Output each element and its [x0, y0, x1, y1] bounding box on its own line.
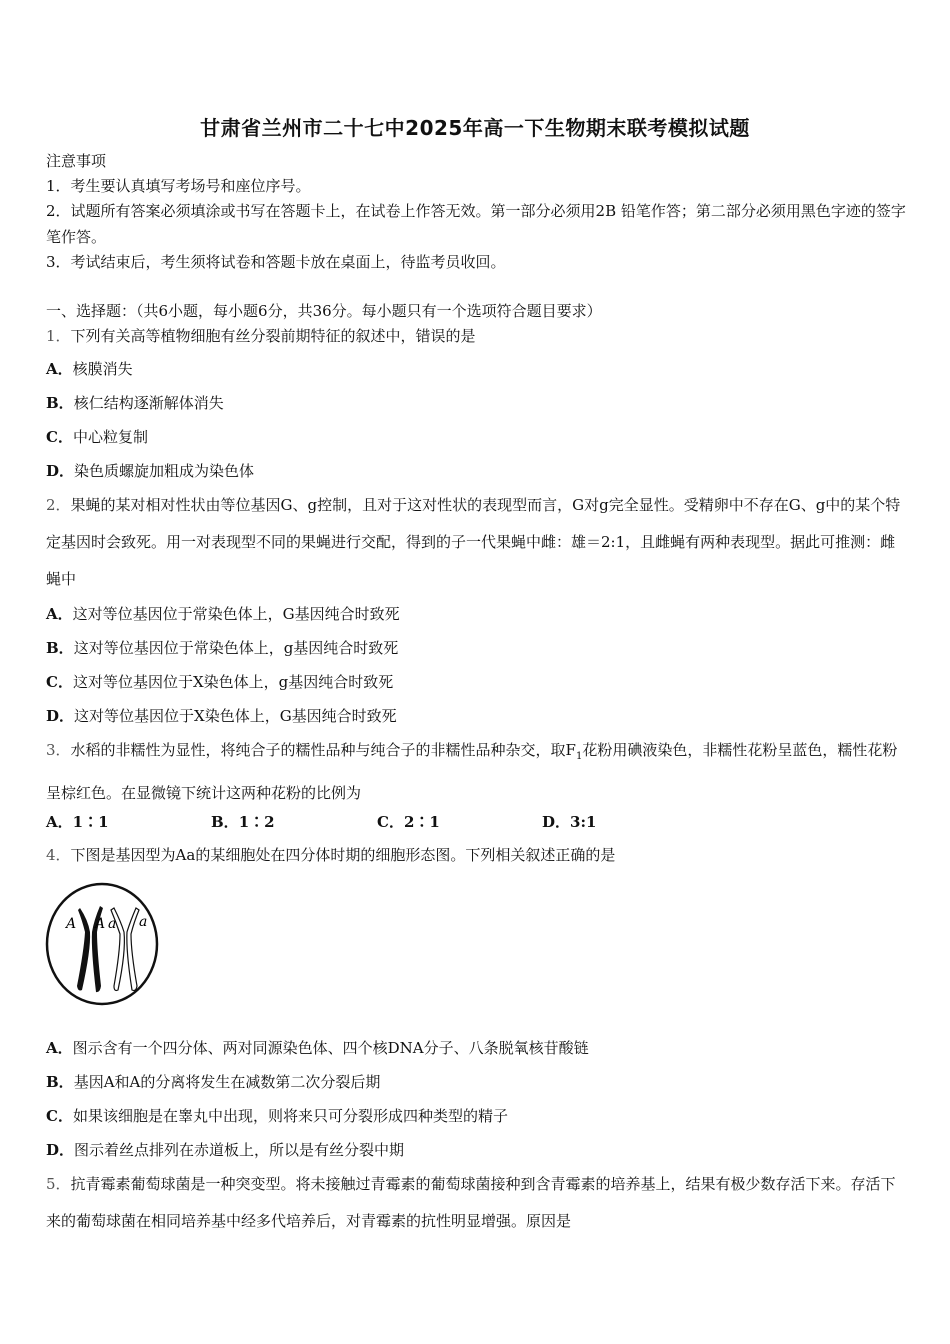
option-text: 1∶1 [72, 813, 109, 831]
option-text: 这对等位基因位于常染色体上，G基因纯合时致死 [72, 605, 400, 623]
option-text: 如果该细胞是在睾丸中出现，则将来只可分裂形成四种类型的精子 [72, 1107, 508, 1125]
option-label: B． [46, 639, 74, 657]
notice-heading: 注意事项 [46, 152, 107, 170]
option-label: A． [46, 360, 73, 378]
question-1-option-a[interactable] [46, 359, 133, 379]
gene-label-A-center: A [95, 916, 106, 932]
question-text-part2: 花粉用碘液染色，非糯性花粉呈蓝色，糯性花粉呈棕红色。在显微镜下统计这两种花粉的比例为 [46, 741, 898, 802]
gene-label-a-center: a [108, 916, 117, 932]
option-text: 1∶2 [238, 813, 275, 831]
question-4-stem [46, 845, 615, 865]
option-label: C． [377, 813, 404, 831]
option-label: D． [46, 1141, 75, 1159]
question-number: 1． [46, 327, 71, 345]
option-label: C． [46, 1107, 73, 1125]
question-2-option-c[interactable] [46, 672, 393, 692]
option-text: 染色质螺旋加粗成为染色体 [74, 462, 255, 480]
question-1-option-c[interactable] [46, 427, 148, 447]
option-label: D． [542, 813, 571, 831]
option-text: 这对等位基因位于X染色体上，g基因纯合时致死 [72, 673, 394, 691]
question-4-option-d[interactable] [46, 1140, 404, 1160]
question-number: 5． [46, 1175, 71, 1193]
option-label: C． [46, 428, 73, 446]
question-2-stem [46, 487, 908, 598]
section-heading: 一、选择题：（共6小题，每小题6分，共36分。每小题只有一个选项符合题目要求） [46, 302, 602, 320]
question-number: 2． [46, 496, 71, 514]
option-label: B． [211, 813, 239, 831]
question-3-option-c[interactable] [377, 811, 440, 832]
question-text-part1: 水稻的非糯性为显性，将纯合子的糯性品种与纯合子的非糯性品种杂交，取F [70, 741, 576, 759]
option-label: B． [46, 1073, 74, 1091]
question-1-option-d[interactable] [46, 461, 254, 481]
option-text: 图示含有一个四分体、两对同源染色体、四个核DNA分子、八条脱氧核苷酸链 [72, 1039, 589, 1057]
option-text: 这对等位基因位于常染色体上，g基因纯合时致死 [73, 639, 399, 657]
question-1-option-b[interactable] [46, 393, 224, 413]
dark-chromatid-1 [77, 908, 90, 991]
option-text: 基因A和A的分离将发生在减数第二次分裂后期 [73, 1073, 381, 1091]
option-text: 中心粒复制 [72, 428, 148, 446]
question-2-option-b[interactable] [46, 638, 398, 658]
question-4-option-a[interactable] [46, 1038, 589, 1058]
question-5-stem [46, 1166, 908, 1240]
question-3-stem [46, 732, 908, 812]
question-text: 下图是基因型为Aa的某细胞处在四分体时期的细胞形态图。下列相关叙述正确的是 [70, 846, 616, 864]
cell-membrane [47, 884, 157, 1004]
subscript: 1 [575, 751, 583, 762]
option-label: D． [46, 707, 75, 725]
option-label: D． [46, 462, 75, 480]
question-2-option-d[interactable] [46, 706, 397, 726]
question-3-option-d[interactable] [542, 811, 596, 832]
option-text: 图示着丝点排列在赤道板上，所以是有丝分裂中期 [74, 1141, 405, 1159]
gene-label-a-right: a [139, 914, 148, 930]
question-4-option-c[interactable] [46, 1106, 508, 1126]
notice-item-2: 2．试题所有答案必须填涂或书写在答题卡上，在试卷上作答无效。第一部分必须用2B 铅笔作答；第二部分必须用黑色字迹的签字笔作答。 [46, 202, 906, 246]
light-chromatid-2 [127, 908, 139, 991]
question-4-option-b[interactable] [46, 1072, 380, 1092]
question-number: 4． [46, 846, 71, 864]
option-text: 核膜消失 [72, 360, 133, 378]
notice-item-3: 3．考试结束后，考生须将试卷和答题卡放在桌面上，待监考员收回。 [46, 253, 506, 271]
option-text: 3:1 [570, 813, 597, 831]
question-2-option-a[interactable] [46, 604, 400, 624]
question-text: 下列有关高等植物细胞有丝分裂前期特征的叙述中，错误的是 [70, 327, 476, 345]
gene-label-A-left: A [66, 916, 77, 932]
option-label: A． [46, 605, 73, 623]
option-label: A． [46, 813, 73, 831]
option-label: A． [46, 1039, 73, 1057]
question-1-stem [46, 326, 476, 346]
page-title: 甘肃省兰州市二十七中2025年高一下生物期末联考模拟试题 [200, 116, 750, 140]
tetrad-cell-figure [44, 880, 160, 1008]
notice-item-1: 1．考生要认真填写考场号和座位序号。 [46, 177, 311, 195]
question-text: 果蝇的某对相对性状由等位基因G、g控制，且对于这对性状的表现型而言，G对g完全显性。受精卵中不存在G、g中的某个特定基因时会致死。用一对表现型不同的果蝇进行交配，得到的子一代果蝇中雌：雄＝2:1，且雌蝇有两种表现型。据此可推测：雌蝇中 [46, 496, 901, 588]
option-text: 核仁结构逐渐解体消失 [73, 394, 224, 412]
question-3-option-a[interactable] [46, 811, 109, 832]
question-number: 3． [46, 741, 71, 759]
question-text: 抗青霉素葡萄球菌是一种突变型。将未接触过青霉素的葡萄球菌接种到含青霉素的培养基上，结果有极少数存活下来。存活下来的葡萄球菌在相同培养基中经多代培养后，对青霉素的抗性明显增强。原因是 [46, 1175, 896, 1230]
question-3-option-b[interactable] [211, 811, 275, 832]
option-label: C． [46, 673, 73, 691]
option-text: 2∶1 [403, 813, 440, 831]
option-label: B． [46, 394, 74, 412]
option-text: 这对等位基因位于X染色体上，G基因纯合时致死 [74, 707, 397, 725]
